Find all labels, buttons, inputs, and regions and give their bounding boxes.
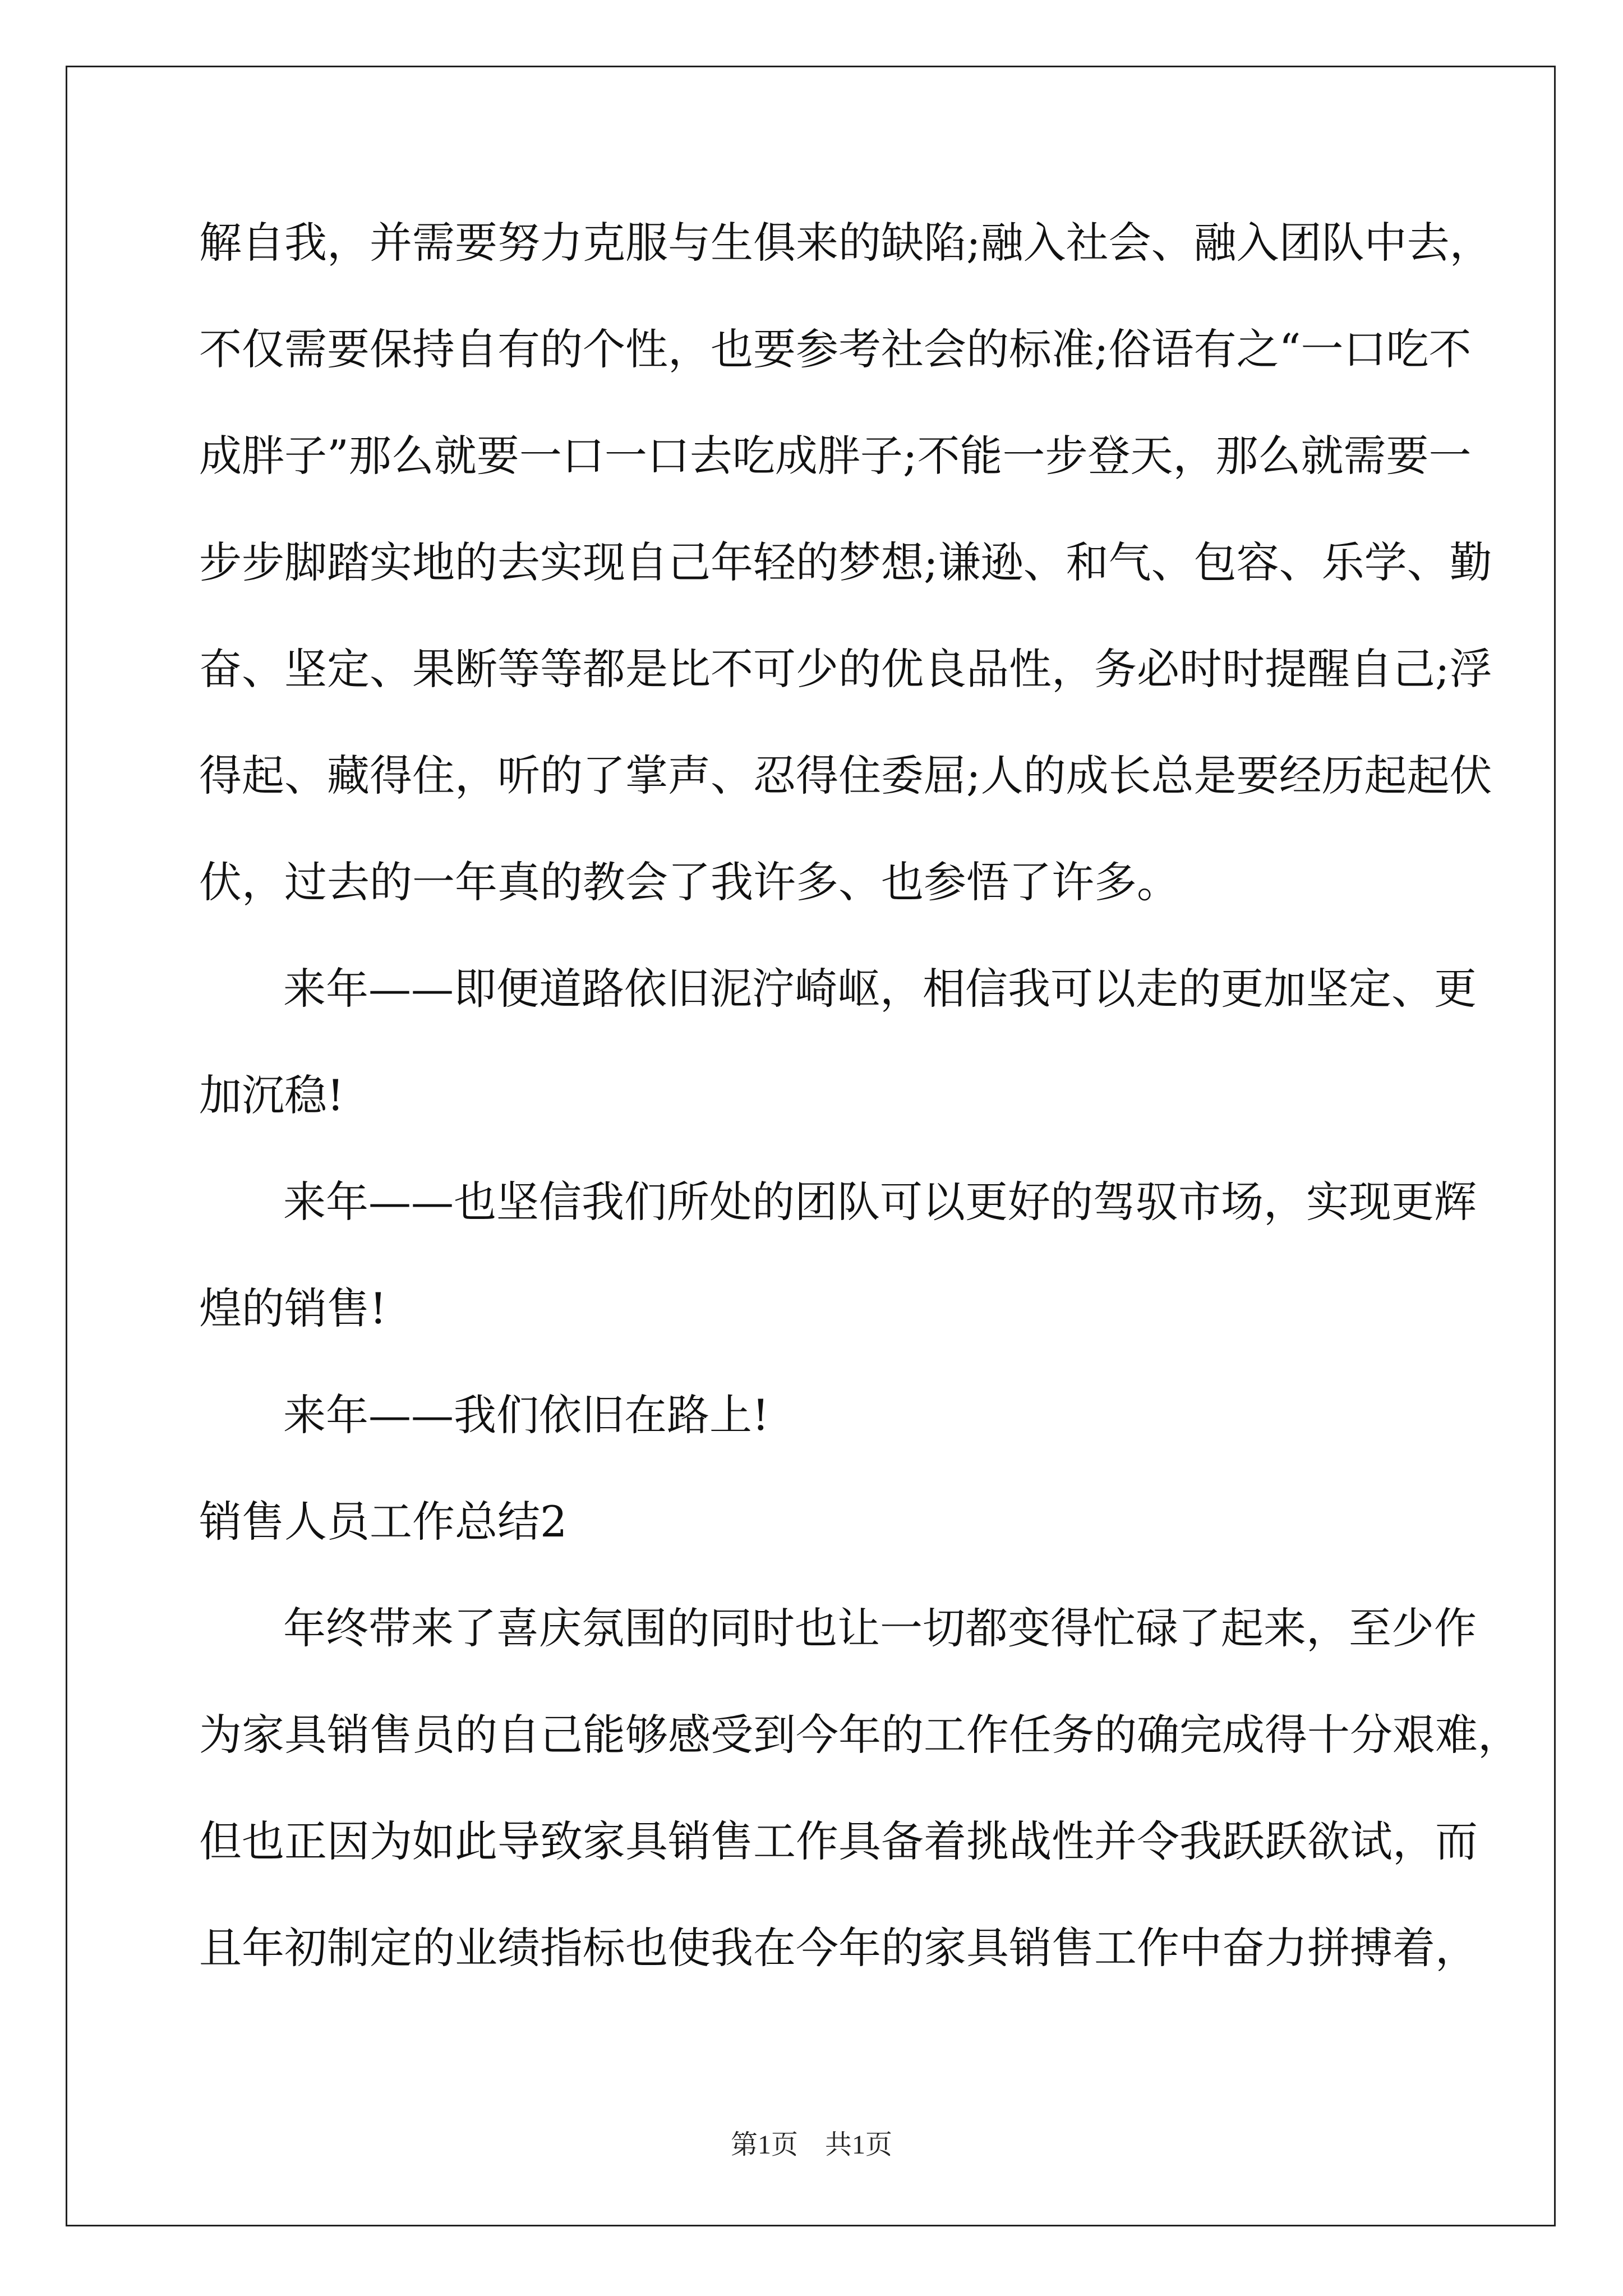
paragraph-line: 来年——也坚信我们所处的团队可以更好的驾驭市场，实现更辉 — [283, 1177, 1477, 1227]
paragraph-line: 为家具销售员的自己能够感受到今年的工作任务的确完成得十分艰难， — [199, 1710, 1520, 1760]
page-number-footer: 第1页 共1页 — [730, 2130, 892, 2160]
paragraph-line: 奋、坚定、果断等等都是比不可少的优良品性，务必时时提醒自己;浮 — [199, 644, 1492, 694]
paragraph-line: 煌的销售! — [199, 1283, 387, 1333]
paragraph-line: 且年初制定的业绩指标也使我在今年的家具销售工作中奋力拼搏着， — [199, 1923, 1478, 1973]
paragraph-line: 步步脚踏实地的去实现自己年轻的梦想;谦逊、和气、包容、乐学、勤 — [199, 537, 1492, 587]
paragraph-line: 但也正因为如此导致家具销售工作具备着挑战性并令我跃跃欲试，而 — [199, 1816, 1478, 1866]
paragraph-line: 伏，过去的一年真的教会了我许多、也参悟了许多。 — [199, 857, 1179, 907]
page-border — [66, 66, 1556, 2226]
paragraph-line: 来年——我们依旧在路上! — [283, 1390, 769, 1440]
paragraph-line: 成胖子”那么就要一口一口去吃成胖子;不能一步登天，那么就需要一 — [199, 431, 1472, 481]
paragraph-line: 年终带来了喜庆氛围的同时也让一切都变得忙碌了起来，至少作 — [283, 1603, 1477, 1653]
paragraph-line: 不仅需要保持自有的个性，也要参考社会的标准;俗语有之“一口吃不 — [199, 324, 1472, 374]
paragraph-line: 加沉稳! — [199, 1070, 344, 1120]
section-heading: 销售人员工作总结2 — [199, 1497, 568, 1547]
paragraph-line: 来年——即便道路依旧泥泞崎岖，相信我可以走的更加坚定、更 — [283, 964, 1477, 1014]
paragraph-line: 得起、藏得住，听的了掌声、忍得住委屈;人的成长总是要经历起起伏 — [199, 751, 1492, 800]
paragraph-line: 解自我，并需要努力克服与生俱来的缺陷;融入社会、融入团队中去， — [199, 218, 1492, 268]
